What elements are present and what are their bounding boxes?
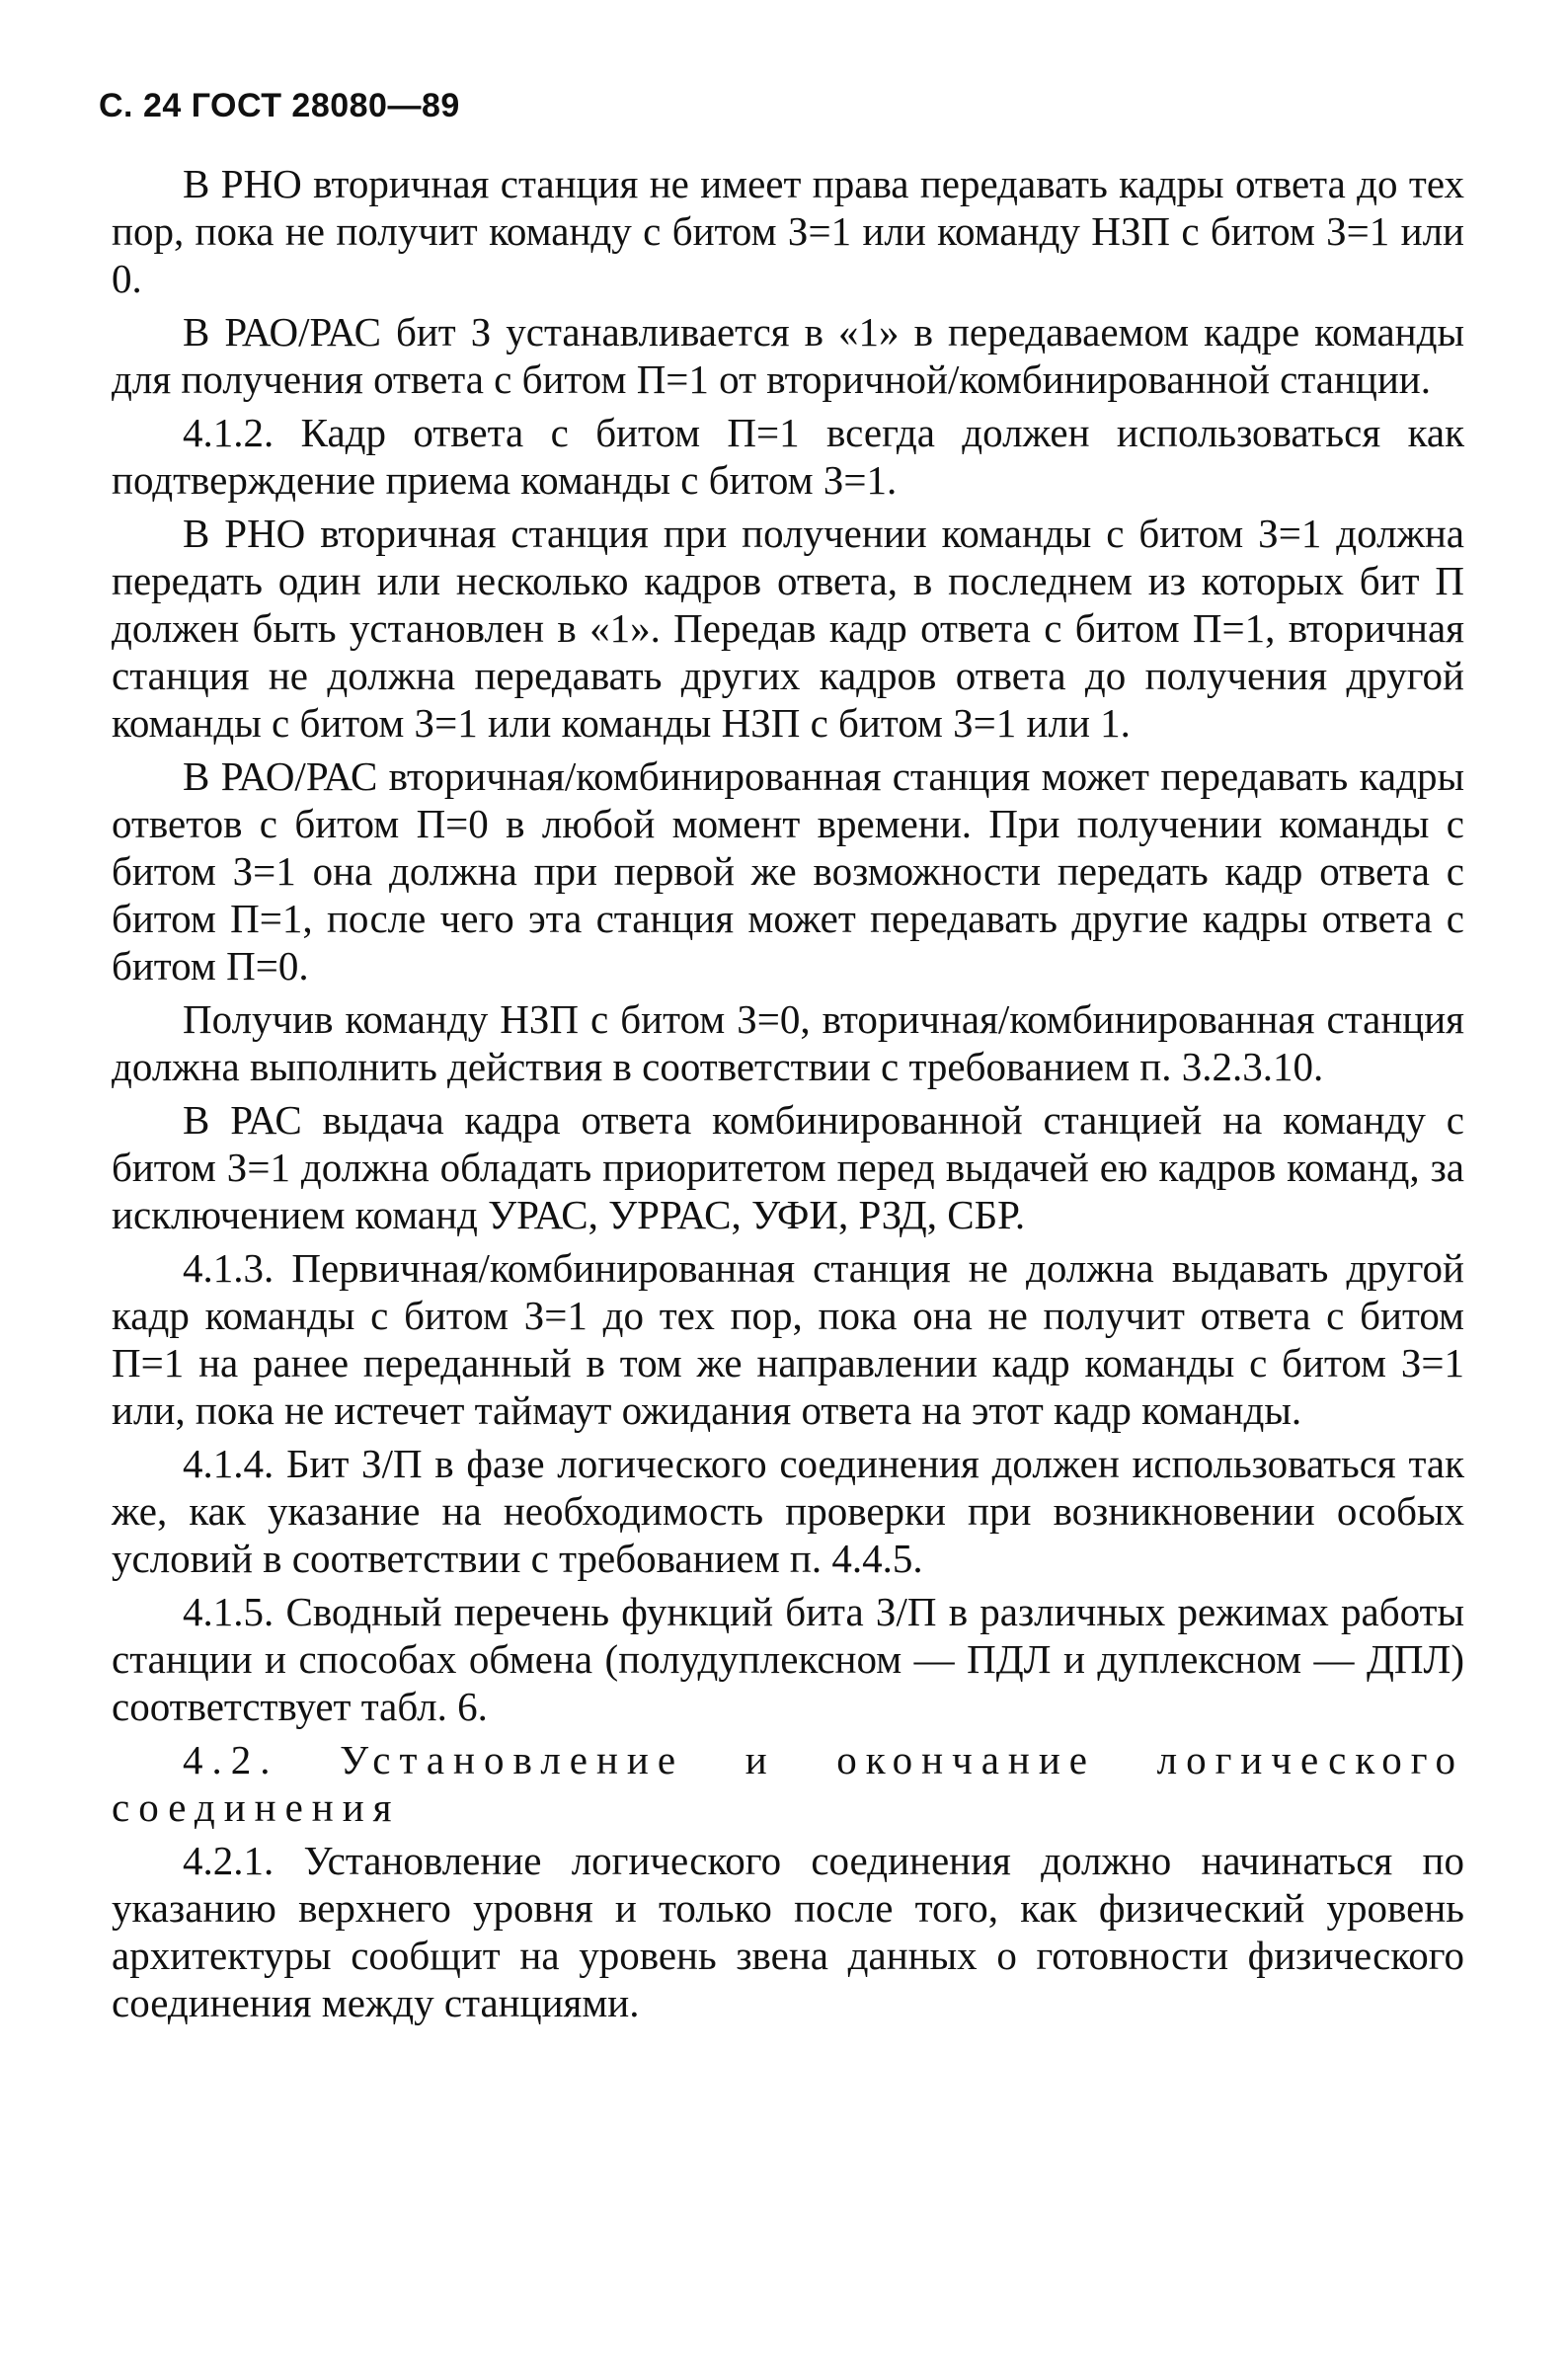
- paragraph-rao-ras-bit: В РАО/РАС бит З устанавливается в «1» в передаваемом кадре команды для получения ответа с битом П=1 от вторичной/комбинированной станции.: [112, 309, 1464, 402]
- paragraph-rao-ras-response: В РАО/РАС вторичная/комбинированная станция может передавать кадры ответов с битом П=0 в любой момент времени. При получении команды с битом З=1 она должна при первой же возможности передать кадр ответа с битом П=1, после чего эта станция может передавать другие кадры ответа с битом П=0.: [112, 753, 1464, 988]
- page-header: С. 24 ГОСТ 28080—89: [99, 87, 460, 124]
- paragraph-4-2-1: 4.2.1. Установление логического соединения должно начинаться по указанию верхнего уровня и только после того, как физический уровень архитектуры сообщит на уровень звена данных о готовности физического соединения между станциями.: [112, 1838, 1464, 2025]
- paragraph-4-1-3: 4.1.3. Первичная/комбинированная станция не должна выдавать другой кадр команды с битом З=1 до тех пор, пока она не получит ответа с битом П=1 на ранее переданный в том же направлении кадр команды с битом З=1 или, пока не истечет таймаут ожидания ответа на этот кадр команды.: [112, 1245, 1464, 1433]
- paragraph-4-1-2: 4.1.2. Кадр ответа с битом П=1 всегда должен использоваться как подтверждение приема команды с битом З=1.: [112, 410, 1464, 503]
- paragraph-4-1-5: 4.1.5. Сводный перечень функций бита З/П в различных режимах работы станции и способах обмена (полудуплексном — ПДЛ и дуплексном — ДПЛ) соответствует табл. 6.: [112, 1589, 1464, 1729]
- section-heading-4-2: 4.2. Установление и окончание логического соединения: [112, 1737, 1464, 1830]
- paragraph-ras-priority: В РАС выдача кадра ответа комбинированной станцией на команду с битом З=1 должна обладать приоритетом перед выдачей ею кадров команд, за исключением команд УРАС, УРРАС, УФИ, РЗД, СБР.: [112, 1097, 1464, 1237]
- paragraph-rno-secondary: В РНО вторичная станция не имеет права передавать кадры ответа до тех пор, пока не получит команду с битом З=1 или команду НЗП с битом З=1 или 0.: [112, 161, 1464, 301]
- document-body: [112, 160, 1464, 2032]
- paragraph-4-1-4: 4.1.4. Бит З/П в фазе логического соединения должен использоваться так же, как указание на необходимость проверки при возникновении особых условий в соответствии с требованием п. 4.4.5.: [112, 1441, 1464, 1581]
- paragraph-nzp-command: Получив команду НЗП с битом З=0, вторичная/комбинированная станция должна выполнить действия в соответствии с требованием п. 3.2.3.10.: [112, 996, 1464, 1089]
- paragraph-rno-response: В РНО вторичная станция при получении команды с битом З=1 должна передать один или несколько кадров ответа, в последнем из которых бит П должен быть установлен в «1». Передав кадр ответа с битом П=1, вторичная станция не должна передавать других кадров ответа до получения другой команды с битом З=1 или команды НЗП с битом З=1 или 1.: [112, 511, 1464, 746]
